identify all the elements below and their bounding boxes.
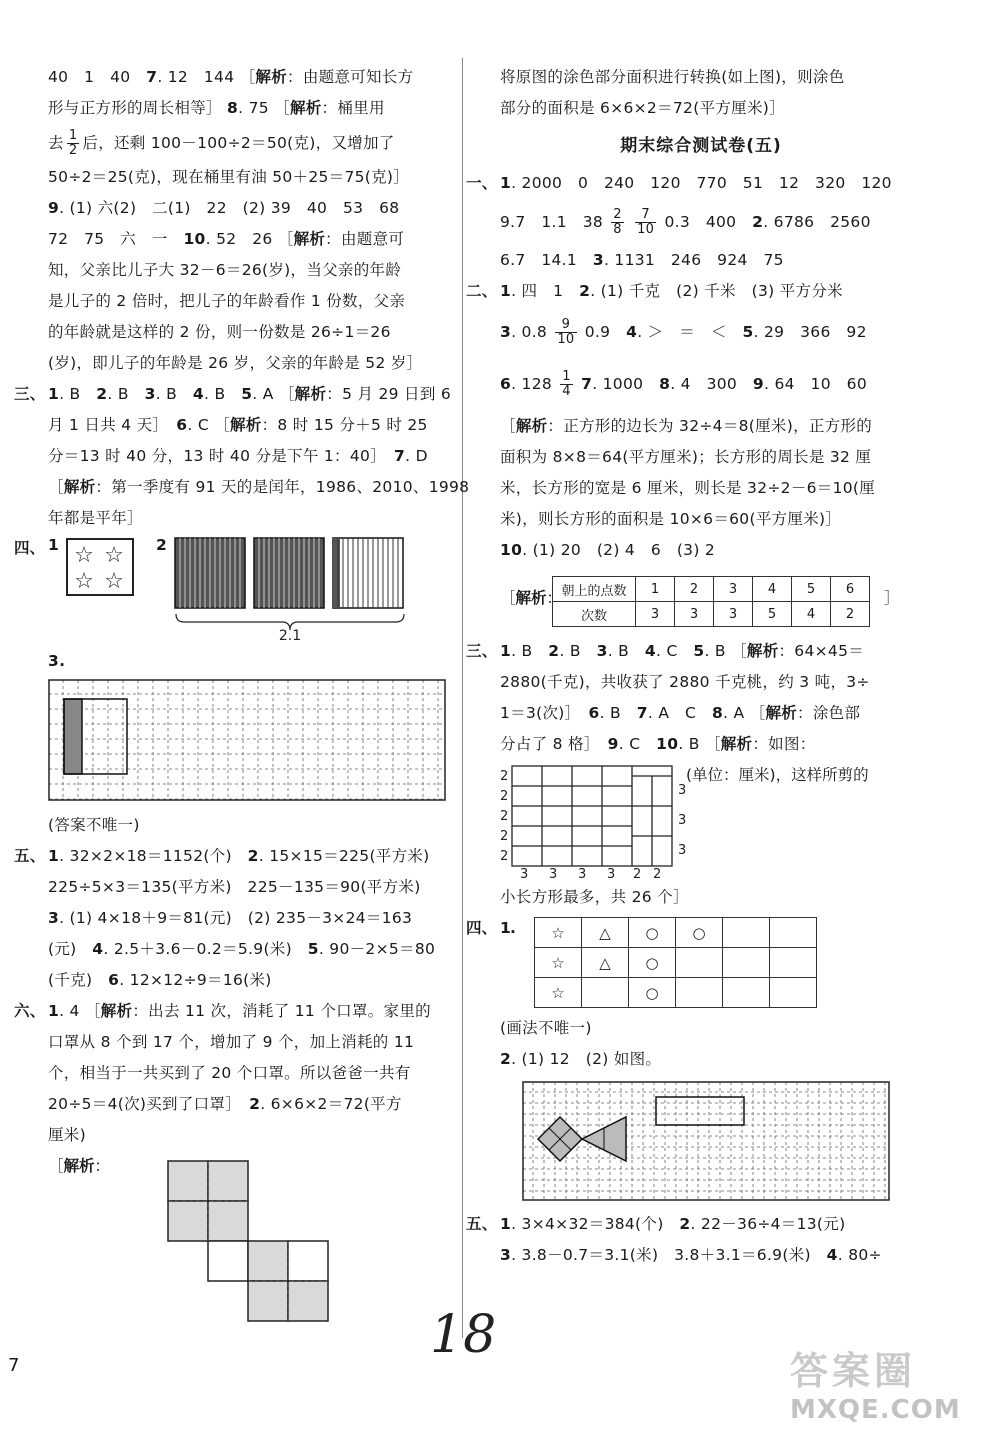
brace-label: 2.1 [278,628,302,642]
fraction: $\frac{2}{8}$ [613,207,622,237]
dim-label: 2 [653,867,662,880]
text-line: (元) 4. 2.5＋3.6－0.2＝5.9(米) 5. 90－2×5＝80 [48,940,436,958]
text-line: 分＝13 时 40 分，13 时 40 分是下午 1：40］ 7. D [48,447,428,465]
text-line: (千克) 6. 12×12÷9＝16(米) [48,971,272,989]
text-line: 10. (1) 20 (2) 4 6 (3) 2 [500,541,716,559]
shapes-table [534,917,817,1008]
right-column [466,62,902,1271]
dice-table [552,576,870,627]
star-icon: ☆ [74,569,94,594]
text-line: 去 $\frac{1}{2}$ 后，还剩 100－100÷2＝50(克)，又增加了 [48,128,395,158]
dim-label: 3 [678,783,687,798]
dice-header: 朝上的点数 [553,577,636,602]
dim-label: 2 [500,809,509,824]
text-line: 知，父亲比儿子大 32－6＝26(岁)，当父亲的年龄 [48,261,402,279]
text-line: 20÷5＝4(次)买到了口罩］ 2. 6×6×2＝72(平方 [48,1095,402,1113]
shape-cell: ○ [629,918,676,948]
watermark-url: MXQE.COM [790,1395,961,1425]
dice-count-row [553,602,870,627]
shapes-row [535,948,817,978]
shape-cell [770,978,817,1008]
bracket-close: ］ [884,589,900,607]
watermark [790,1340,980,1425]
net-figure-row: ［解析： [48,1151,450,1331]
section-one-line: 一、 1. 2000 0 240 120 770 51 12 320 120 [466,174,892,192]
shape-cell [770,948,817,978]
fraction: $\frac{1}{4}$ [562,369,571,399]
star-icon: ☆ [104,569,124,594]
left-column [14,62,470,1331]
text-line: 9.7 1.1 38 $\frac{2}{8}$ $\frac{7}{10}$ 0.3 400 2. 6786 2560 [500,207,871,237]
text-line: 3. (1) 4×18＋9＝81(元) (2) 235－3×24＝163 [48,909,413,927]
text-line: 2. (1) 12 (2) 如图。 [500,1050,662,1068]
dim-label: 2 [500,829,509,844]
text-line: 月 1 日共 4 天］ 6. C ［解析：8 时 15 分＋5 时 25 [48,416,428,434]
dice-face: 4 [753,577,792,602]
text-line: 米)，则长方形的面积是 10×6＝60(平方厘米)］ [500,510,842,528]
section-five-line: 五、 1. 32×2×18＝1152(个) 2. 15×15＝225(平方米) [14,847,430,865]
dice-face: 6 [831,577,870,602]
shape-cell: △ [582,918,629,948]
text-line: 的年龄就是这样的 2 份，则一份数是 26÷1＝26 [48,323,391,341]
shape-cell [723,918,770,948]
text-line: 部分的面积是 6×6×2＝72(平方厘米)］ [500,99,785,117]
section-two-line: 二、 1. 四 1 2. (1) 千克 (2) 千米 (3) 平方分米 [466,282,843,300]
watermark-text: 答案圈 [790,1349,917,1393]
shape-cell: ☆ [535,918,582,948]
text-line: 年都是平年］ [48,509,143,527]
cut-note: (单位：厘米)，这样所剪的 [686,766,869,784]
dice-face: 1 [636,577,675,602]
text-line: 将原图的涂色部分面积进行转换(如上图)，则涂色 [500,68,845,86]
dim-label: 2 [500,769,509,784]
text-line: 6. 128 $\frac{1}{4}$ 7. 1000 8. 4 300 9. 64 10 60 [500,369,868,399]
fraction: $\frac{7}{10}$ [637,207,655,237]
dim-label: 3 [678,843,687,858]
shape-cell [770,918,817,948]
star-icon: ☆ [74,543,94,568]
dim-label: 2 [500,849,509,864]
dice-count: 5 [753,602,792,627]
dim-label: 3 [678,813,687,828]
page-number: 7 [8,1355,20,1376]
shape-cell [676,948,723,978]
bars-figure [174,534,414,642]
text-line: 个，相当于一共买到了 20 个口罩。所以爸爸一共有 [48,1064,411,1082]
dice-table-row: ［解析： 朝上的点数 1 2 3 4 5 6 次数 3 3 3 5 4 2 ］ [500,572,902,636]
text-line: (画法不唯一) [500,1019,592,1037]
dice-count: 3 [675,602,714,627]
text-line: ［解析：第一季度有 91 天的是闰年，1986、2010、1998 [48,478,470,496]
dice-face: 2 [675,577,714,602]
dim-label: 3 [520,867,529,880]
section-three-line: 三、 1. B 2. B 3. B 4. B 5. A ［解析：5 月 29 日到 6 [14,385,452,403]
shape-cell [582,978,629,1008]
handwritten-number: 18 [430,1305,497,1365]
section-four-figures: 四、 1 ☆ ☆ ☆ ☆ 2 2.1 [48,534,450,646]
section-five-line: 五、 1. 3×4×32＝384(个) 2. 22－36÷4＝13(元) [466,1215,846,1233]
text-line: 3. [48,652,66,670]
text-line: 1＝3(次)］ 6. B 7. A C 8. A ［解析：涂色部 [500,704,861,722]
text-line: 米，长方形的宽是 6 厘米，则长是 32÷2－6＝10(厘 [500,479,876,497]
shape-cell: ☆ [535,948,582,978]
fish-grid-figure [522,1081,892,1203]
section-three-line: 三、 1. B 2. B 3. B 4. C 5. B ［解析：64×45＝ [466,642,865,660]
dice-count: 2 [831,602,870,627]
dice-count: 3 [636,602,675,627]
text-line: 小长方形最多，共 26 个］ [500,888,689,906]
shape-cell [723,978,770,1008]
partial-striped-square [333,538,403,608]
cut-figure-row [500,760,902,882]
text-line: 分占了 8 格］ 9. C 10. B ［解析：如图： [500,735,816,753]
dim-label: 3 [549,867,558,880]
shape-cell [676,978,723,1008]
text-line: 3. 3.8－0.7＝3.1(米) 3.8＋3.1＝6.9(米) 4. 80÷ [500,1246,882,1264]
dim-label: 2 [500,789,509,804]
shapes-row [535,918,817,948]
shape-cell: △ [582,948,629,978]
shaded-rect [64,699,82,774]
dice-count: 3 [714,602,753,627]
shape-cell: ☆ [535,978,582,1008]
shape-cell: ○ [629,978,676,1008]
striped-square-2 [254,538,324,608]
cut-rectangle-figure [500,764,690,880]
column-divider [462,58,463,1338]
star-icon: ☆ [104,543,124,568]
text-line: ［解析：正方形的边长为 32÷4＝8(厘米)，正方形的 [500,417,873,435]
text-line: 口罩从 8 个到 17 个，增加了 9 个，加上消耗的 11 [48,1033,415,1051]
text-line: (答案不唯一) [48,816,140,834]
text-line: 9. (1) 六(2) 二(1) 22 (2) 39 40 53 68 [48,199,400,217]
fraction: $\frac{9}{10}$ [557,317,575,347]
exam-title: 期末综合测试卷(五) [620,136,782,156]
text-line: 225÷5×3＝135(平方米) 225－135＝90(平方米) [48,878,421,896]
text-line: 6.7 14.1 3. 1131 246 924 75 [500,251,784,269]
text-line: 72 75 六 一 10. 52 26 ［解析：由题意可 [48,230,405,248]
cube-net-figure [166,1159,336,1331]
shape-cell: ○ [676,918,723,948]
grid-border [49,680,445,800]
dice-face: 3 [714,577,753,602]
text-line: 40 1 40 7. 12 144 ［解析：由题意可知长方 [48,68,414,86]
shapes-row [535,978,817,1008]
stars-figure [66,538,134,596]
text-line: 形与正方形的周长相等］ 8. 75 ［解析：桶里用 [48,99,385,117]
striped-square-1 [175,538,245,608]
dice-count: 4 [792,602,831,627]
dim-label: 3 [578,867,587,880]
shape-cell: ○ [629,948,676,978]
section-six-line: 六、 1. 4 ［解析：出去 11 次，消耗了 11 个口罩。家里的 [14,1002,431,1020]
grid-figure [48,679,448,804]
dim-label: 3 [607,867,616,880]
text-line: 是儿子的 2 倍时，把儿子的年龄看作 1 份数，父亲 [48,292,406,310]
text-line: 3. 0.8 $\frac{9}{10}$ 0.9 4. ＞ ＝ ＜ 5. 29 366 92 [500,317,867,347]
text-line: 厘米) [48,1126,86,1144]
text-line: (岁)，即儿子的年龄是 26 岁，父亲的年龄是 52 岁］ [48,354,423,372]
text-line: 面积为 8×8＝64(平方厘米)；长方形的周长是 32 厘 [500,448,872,466]
shapes-table-row: 四、 1 . ☆ △ ○ ○ ☆ △ ○ ☆ ○ [500,913,902,1013]
shape-cell [723,948,770,978]
dice-face: 5 [792,577,831,602]
text-line: 2880(千克)，共收获了 2880 千克桃，约 3 吨，3÷ [500,673,870,691]
dim-label: 2 [633,867,642,880]
dice-face-row [553,577,870,602]
dotted-grid [49,680,445,800]
text-line: 50÷2＝25(克)，现在桶里有油 50＋25＝75(克)］ [48,168,410,186]
fraction: $\frac{1}{2}$ [68,128,78,158]
dice-header: 次数 [553,602,636,627]
